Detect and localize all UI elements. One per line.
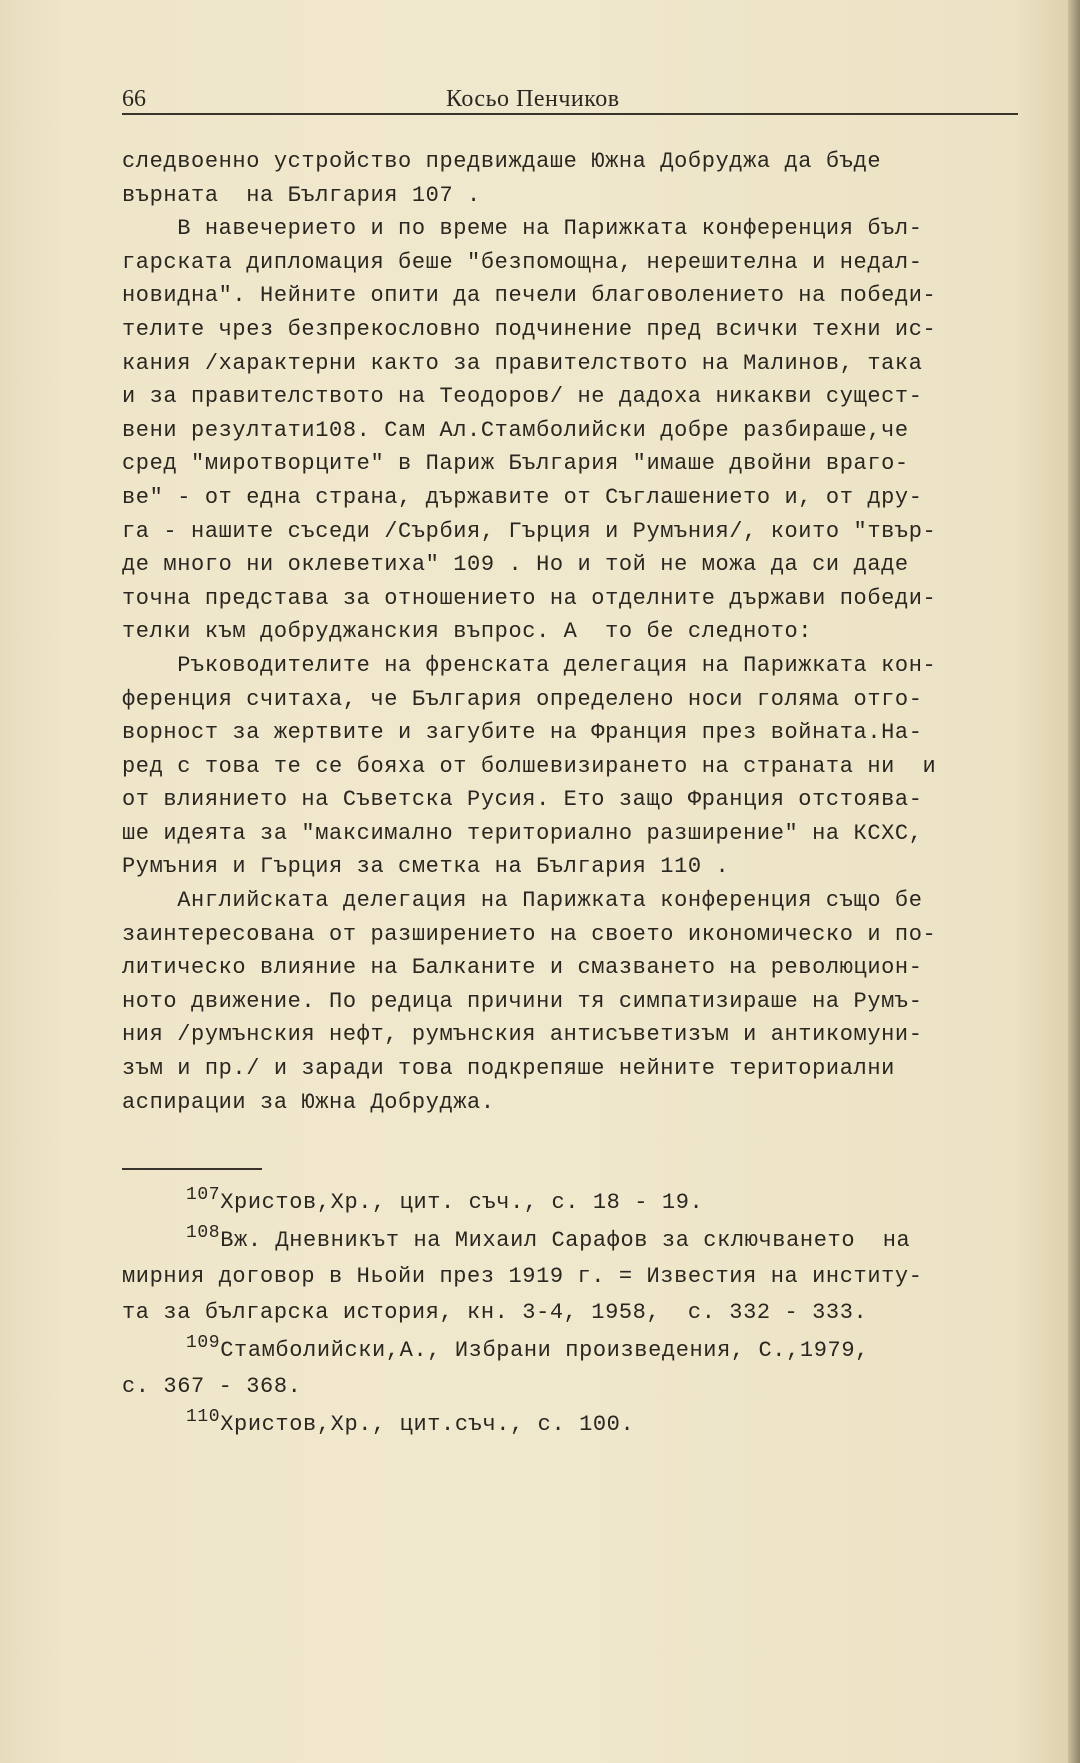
text-line: върната на България 107 .: [122, 182, 481, 208]
footnote-109: [122, 1333, 1040, 1369]
text-line: точна представа за отношението на отделните държави победи-: [122, 585, 937, 611]
footnote-text-line: та за българска история, кн. 3-4, 1958, с. 332 - 333.: [122, 1300, 868, 1325]
text-line: вени резултати108. Сам Ал.Стамболийски добре разбираше,че: [122, 417, 909, 443]
page-number: 66: [122, 86, 146, 112]
footnote-text-line: мирния договор в Ньойи през 1919 г. = Известия на институ-: [122, 1264, 923, 1289]
text-line: ния /румънския нефт, румънския антисъветизъм и антикомуни-: [122, 1022, 923, 1048]
main-text: [122, 145, 1040, 1119]
footnote-text-line: с. 367 - 368.: [122, 1374, 302, 1399]
footnote-rule: [122, 1168, 262, 1170]
text-line: де много ни оклеветиха" 109 . Но и той не можа да си даде: [122, 552, 909, 578]
text-line: ше идеята за "максимално териториално разширение" на КСХС,: [122, 820, 923, 846]
footnote-number: 109: [186, 1333, 221, 1353]
footnote-108: [122, 1223, 1040, 1259]
text-line: ворност за жертвите и загубите на Франция през войната.На-: [122, 720, 923, 746]
footnote-text: Стамболийски,А., Избрани произведения, С.,1979,: [220, 1338, 869, 1363]
footnote-text: Вж. Дневникът на Михаил Сарафов за сключването на: [220, 1228, 911, 1253]
text-line: зъм и пр./ и заради това подкрепяше нейните териториални: [122, 1056, 895, 1082]
text-line: от влиянието на Съветска Русия. Ето защо Франция отстоява-: [122, 787, 923, 813]
footnote-text: Христов,Хр., цит.съч., с. 100.: [220, 1412, 635, 1437]
text-line: телите чрез безпрекословно подчинение пред всички техни ис-: [122, 316, 937, 342]
footnote-number: 110: [186, 1407, 221, 1427]
page-header: [122, 86, 1018, 116]
page-edge-shadow: [1068, 0, 1080, 1763]
text-line: В навечерието и по време на Парижката конференция бъл-: [122, 216, 923, 242]
text-line: ното движение. По редица причини тя симпатизираше на Румъ-: [122, 988, 923, 1014]
footnote-number: 107: [186, 1185, 221, 1205]
footnote-text: Христов,Хр., цит. съч., с. 18 - 19.: [220, 1190, 704, 1215]
footnote-107: [122, 1185, 1040, 1221]
text-line: литическо влияние на Балканите и смазването на революцион-: [122, 955, 923, 981]
footnote-110: [122, 1407, 1040, 1443]
text-line: телки към добруджанския въпрос. А то бе следното:: [122, 619, 813, 645]
footnote-number: 108: [186, 1223, 221, 1243]
text-line: аспирации за Южна Добруджа.: [122, 1089, 495, 1115]
text-line: ференция считаха, че България определено носи голяма отго-: [122, 686, 923, 712]
text-line: сред "миротворците" в Париж България "имаше двойни враго-: [122, 451, 909, 477]
text-line: заинтересована от разширението на своето икономическо и по-: [122, 921, 937, 947]
text-line: кания /характерни както за правителството на Малинов, така: [122, 350, 923, 376]
footnotes: [122, 1185, 1040, 1443]
running-head-author: Косьо Пенчиков: [446, 86, 620, 112]
text-line: и за правителството на Теодоров/ не дадоха никакви сущест-: [122, 384, 923, 410]
text-line: ред с това те се бояха от болшевизирането на страната ни и: [122, 753, 937, 779]
text-line: следвоенно устройство предвиждаше Южна Добруджа да бъде: [122, 149, 882, 174]
text-line: Ръководителите на френската делегация на Парижката кон-: [122, 652, 937, 678]
text-line: Румъния и Гърция за сметка на България 110 .: [122, 854, 730, 880]
header-rule: [122, 113, 1018, 115]
text-line: гарската дипломация беше "безпомощна, нерешителна и недал-: [122, 249, 923, 275]
text-line: га - нашите съседи /Сърбия, Гърция и Румъния/, които "твър-: [122, 518, 937, 544]
text-line: ве" - от една страна, държавите от Съглашението и, от дру-: [122, 484, 923, 510]
text-line: новидна". Нейните опити да печели благоволението на победи-: [122, 283, 937, 309]
text-line: Английската делегация на Парижката конференция също бе: [122, 888, 923, 914]
